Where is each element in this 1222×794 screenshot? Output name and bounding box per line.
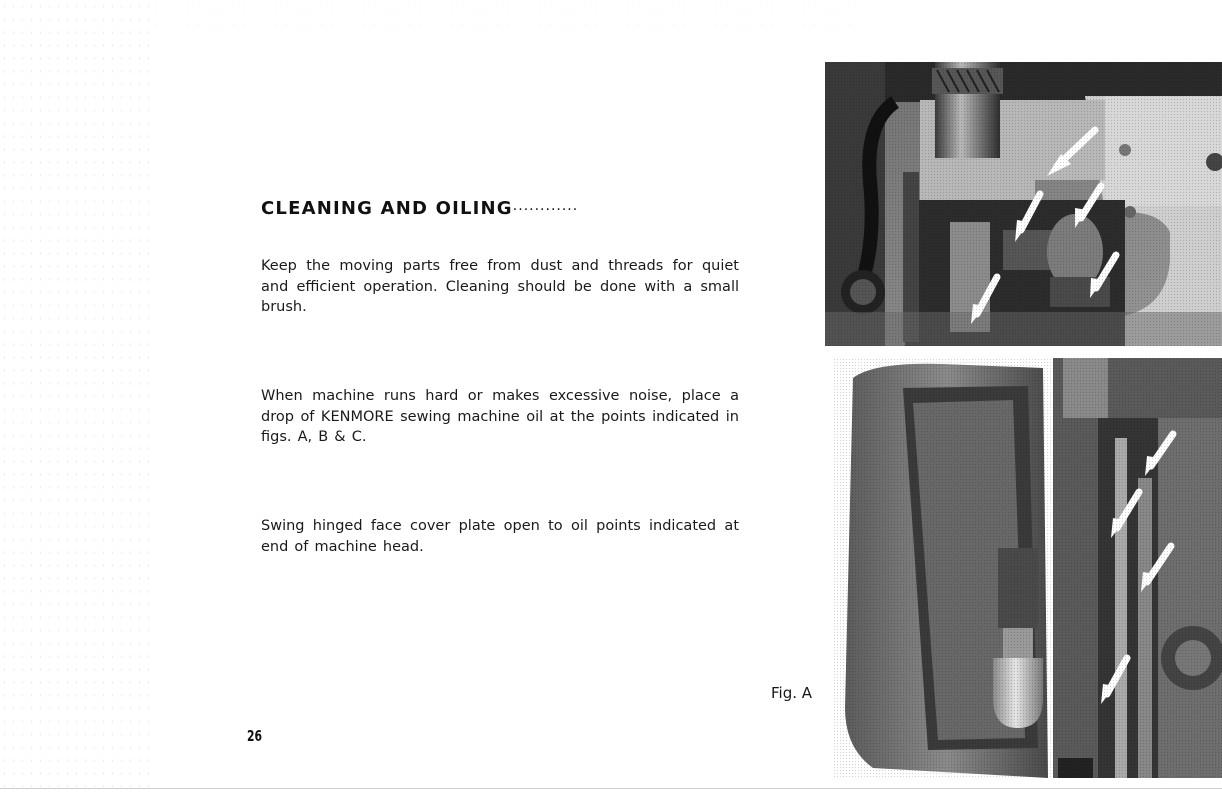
scan-speckle-top [150, 0, 850, 28]
paragraph-cleaning: Keep the moving parts free from dust and threads for quiet and efficient operation. Cleaning should be done with a small brush. [261, 258, 739, 315]
section-heading [261, 198, 578, 219]
page-number: 26 [247, 727, 263, 745]
scan-speckle [0, 0, 150, 794]
heading-title: CLEANING AND OILING [261, 198, 513, 219]
photo-machine-top [825, 62, 1222, 346]
heading-leader-dots: ············ [512, 202, 579, 218]
page-bottom-rule [0, 788, 1222, 789]
photo-face-cover-open [833, 358, 1222, 778]
paragraph-oiling: When machine runs hard or makes excessive noise, place a drop of KENMORE sewing machine oil at the points indicated in figs. A, B & C. [261, 388, 739, 445]
figure-caption: Fig. A [771, 684, 813, 702]
paragraph-face-cover: Swing hinged face cover plate open to oil points indicated at end of machine head. [261, 518, 739, 555]
